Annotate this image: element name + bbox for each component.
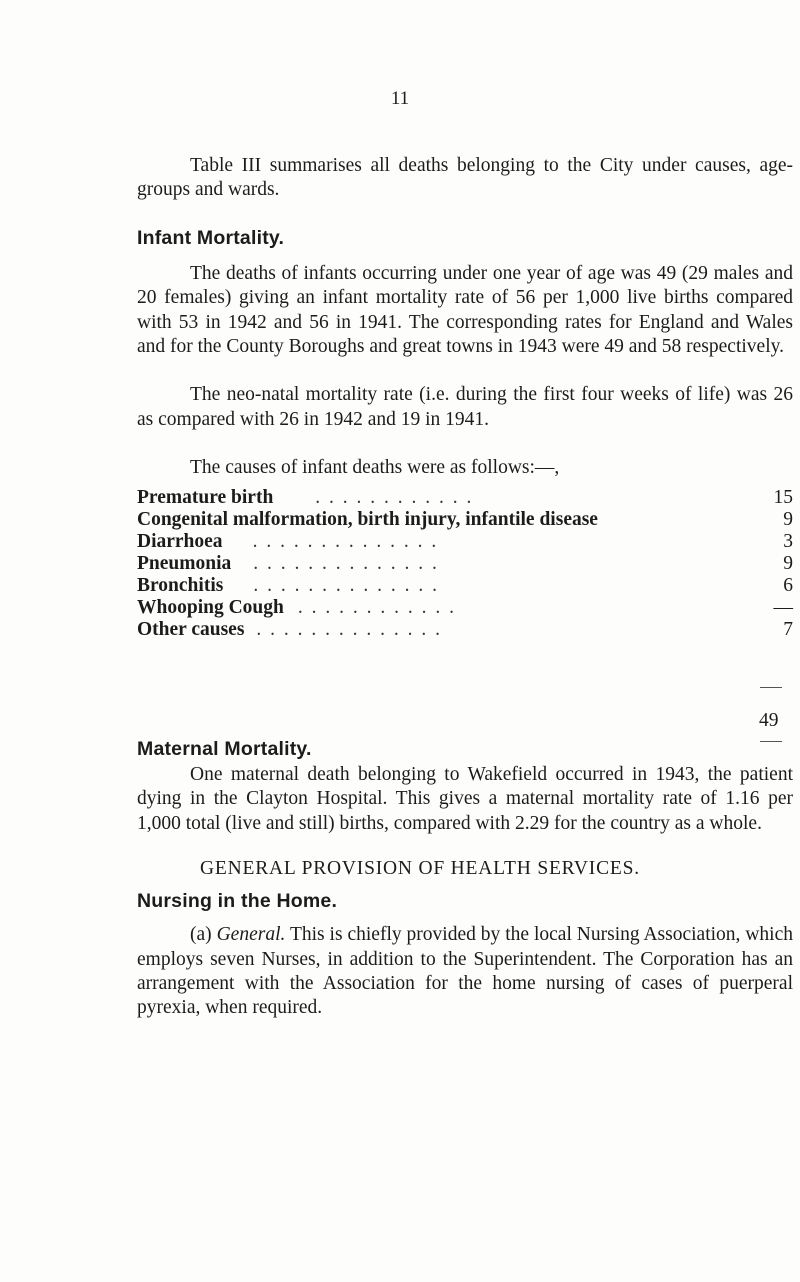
cause-count: 3	[783, 530, 793, 552]
maternal-mortality-heading: Maternal Mortality.	[137, 738, 312, 760]
total-rule-top	[760, 687, 782, 688]
leader-dots: . . . . . . . . . . . .	[315, 486, 474, 508]
cause-count: 6	[783, 574, 793, 596]
cause-count: —	[773, 596, 793, 618]
causes-intro: The causes of infant deaths were as follows:—,	[190, 457, 560, 479]
cause-count: 7	[783, 618, 793, 640]
causes-total: 49	[759, 710, 779, 731]
table-row	[137, 575, 793, 597]
maternal-mortality-paragraph: One maternal death belonging to Wakefield occurred in 1943, the patient dying in the Clayton Hospital. This gives a maternal mortality rate of 1.16 per 1,000 total (live and still) births, compared with 2.29 for the country as a whole.	[137, 764, 793, 834]
cause-count: 15	[773, 486, 793, 508]
table-row	[137, 487, 793, 509]
cause-count: 9	[783, 552, 793, 574]
cause-label: Congenital malformation, birth injury, infantile disease	[137, 508, 598, 530]
leader-dots: . . . . . . . . . . . .	[297, 596, 456, 618]
lower-content	[137, 738, 793, 1021]
nursing-heading: Nursing in the Home.	[137, 890, 338, 913]
intro-paragraph: Table III summarises all deaths belonging to the City under causes, age-groups and wards.	[137, 155, 793, 201]
neo-natal-paragraph: The neo-natal mortality rate (i.e. during the first four weeks of life) was 26 as compared with 26 in 1942 and 19 in 1941.	[137, 384, 793, 430]
table-row	[137, 619, 793, 641]
nursing-paragraph	[137, 923, 793, 1021]
cause-label: Bronchitis	[137, 574, 224, 596]
cause-label: Diarrhoea	[137, 530, 223, 552]
page-content	[137, 154, 793, 641]
cause-label: Other causes	[137, 618, 245, 640]
leader-dots: . . . . . . . . . . . . . .	[256, 618, 443, 640]
leader-dots: . . . . . . . . . . . . . .	[252, 530, 439, 552]
cause-count: 9	[783, 508, 793, 530]
infant-causes-table	[137, 487, 793, 641]
leader-dots: . . . . . . . . . . . . . .	[253, 552, 439, 574]
cause-label: Pneumonia	[137, 552, 232, 574]
page-number: 11	[390, 88, 410, 109]
nursing-item-text: This is chiefly provided by the local Nursing Association, which employs seven Nurses, in addition to the Superintendent. The Corporation has an arrangement with the Association for the home nursing of cases of puerperal pyrexia, when required.	[137, 924, 793, 1019]
cause-label: Whooping Cough	[137, 596, 284, 618]
table-row	[137, 509, 793, 531]
general-provision-heading: GENERAL PROVISION OF HEALTH SERVICES.	[200, 858, 640, 880]
infant-mortality-heading: Infant Mortality.	[137, 226, 285, 249]
nursing-item-title: General.	[216, 924, 286, 946]
infant-mortality-paragraph: The deaths of infants occurring under one year of age was 49 (29 males and 20 females) giving an infant mortality rate of 56 per 1,000 live births compared with 53 in 1942 and 56 in 1941. The corresponding rates for England and Wales and for the County Boroughs and great towns in 1943 were 49 and 58 respectively.	[137, 262, 793, 358]
cause-label: Premature birth	[137, 486, 274, 508]
leader-dots: . . . . . . . . . . . . . .	[253, 574, 439, 596]
table-row	[137, 553, 793, 575]
table-row	[137, 531, 793, 553]
nursing-item-label: (a)	[190, 924, 212, 946]
table-row	[137, 597, 793, 619]
